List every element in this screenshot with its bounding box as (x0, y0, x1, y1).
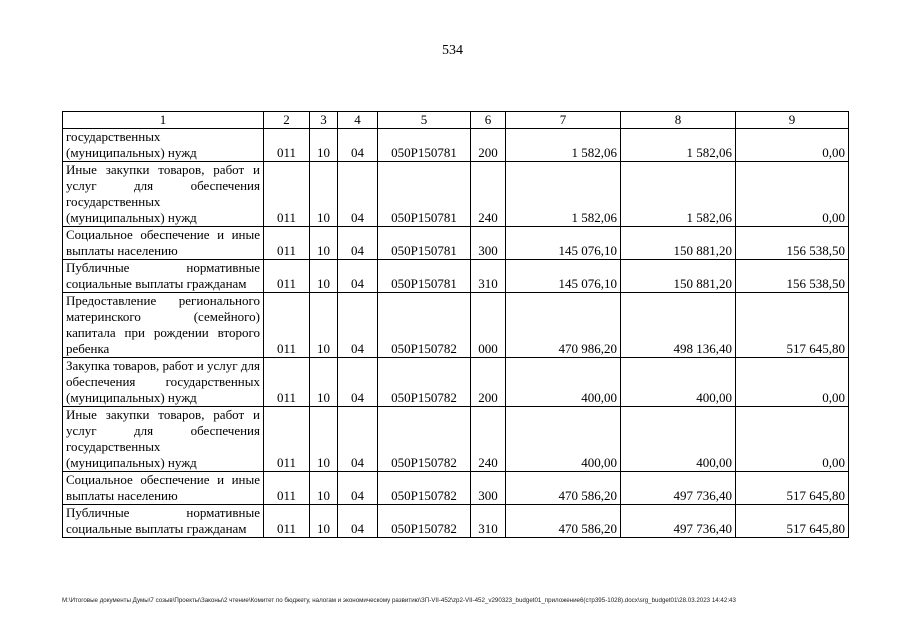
row-amount-1: 400,00 (506, 407, 621, 472)
row-subsection: 04 (338, 129, 378, 162)
row-expense-type: 200 (471, 358, 506, 407)
row-name: Иные закупки товаров, работ и услуг для обеспечения государственных (муниципальных) нужд (63, 162, 264, 227)
row-amount-1: 470 986,20 (506, 293, 621, 358)
row-target-article: 050Р150781 (378, 260, 471, 293)
row-amount-3: 0,00 (736, 162, 849, 227)
row-section: 10 (310, 472, 338, 505)
header-cell: 7 (506, 112, 621, 129)
row-section: 10 (310, 227, 338, 260)
row-name: Публичные нормативные социальные выплаты гражданам (63, 260, 264, 293)
row-subsection: 04 (338, 293, 378, 358)
header-cell: 5 (378, 112, 471, 129)
row-amount-1: 470 586,20 (506, 505, 621, 538)
row-amount-1: 400,00 (506, 358, 621, 407)
row-subsection: 04 (338, 227, 378, 260)
document-path-footer: M:\Итоговые документы Думы\7 созыв\Проекты\Законы\2 чтение\Комитет по бюджету, налогам и экономическому развитию\ЗП-VII-452\zp2-VII-452_v290323_budget01_приложение6(стр395-1028).docx\srg_budget01\28.03.2023 14:42:43 (62, 597, 736, 604)
row-name: Публичные нормативные социальные выплаты гражданам (63, 505, 264, 538)
row-section: 10 (310, 293, 338, 358)
row-name: Социальное обеспечение и иные выплаты населению (63, 472, 264, 505)
header-cell: 6 (471, 112, 506, 129)
header-cell: 8 (621, 112, 736, 129)
row-expense-type: 300 (471, 472, 506, 505)
row-section: 10 (310, 407, 338, 472)
row-amount-1: 145 076,10 (506, 260, 621, 293)
row-expense-type: 300 (471, 227, 506, 260)
row-amount-2: 150 881,20 (621, 260, 736, 293)
row-subsection: 04 (338, 407, 378, 472)
row-amount-2: 1 582,06 (621, 129, 736, 162)
row-target-article: 050Р150781 (378, 162, 471, 227)
row-amount-2: 497 736,40 (621, 472, 736, 505)
row-amount-2: 1 582,06 (621, 162, 736, 227)
row-amount-2: 150 881,20 (621, 227, 736, 260)
row-name: государственных (муниципальных) нужд (63, 129, 264, 162)
table-row (63, 260, 849, 293)
row-ministry: 011 (264, 293, 310, 358)
row-ministry: 011 (264, 358, 310, 407)
row-target-article: 050Р150782 (378, 505, 471, 538)
row-amount-3: 156 538,50 (736, 260, 849, 293)
row-amount-1: 145 076,10 (506, 227, 621, 260)
row-ministry: 011 (264, 260, 310, 293)
row-expense-type: 240 (471, 162, 506, 227)
row-amount-3: 0,00 (736, 129, 849, 162)
row-amount-2: 498 136,40 (621, 293, 736, 358)
row-target-article: 050Р150781 (378, 129, 471, 162)
row-subsection: 04 (338, 472, 378, 505)
row-amount-2: 400,00 (621, 407, 736, 472)
row-expense-type: 200 (471, 129, 506, 162)
row-section: 10 (310, 505, 338, 538)
row-amount-1: 1 582,06 (506, 129, 621, 162)
row-section: 10 (310, 260, 338, 293)
row-subsection: 04 (338, 505, 378, 538)
row-name: Иные закупки товаров, работ и услуг для обеспечения государственных (муниципальных) нужд (63, 407, 264, 472)
row-expense-type: 310 (471, 260, 506, 293)
row-amount-3: 156 538,50 (736, 227, 849, 260)
header-cell: 3 (310, 112, 338, 129)
row-ministry: 011 (264, 129, 310, 162)
table-row (63, 129, 849, 162)
table-row (63, 162, 849, 227)
table-row (63, 227, 849, 260)
row-amount-1: 1 582,06 (506, 162, 621, 227)
row-amount-3: 517 645,80 (736, 472, 849, 505)
row-ministry: 011 (264, 505, 310, 538)
header-row (63, 112, 849, 129)
table-row (63, 472, 849, 505)
row-amount-3: 0,00 (736, 407, 849, 472)
row-amount-3: 517 645,80 (736, 505, 849, 538)
row-ministry: 011 (264, 162, 310, 227)
row-target-article: 050Р150782 (378, 407, 471, 472)
table-row (63, 358, 849, 407)
row-target-article: 050Р150781 (378, 227, 471, 260)
row-subsection: 04 (338, 358, 378, 407)
row-expense-type: 310 (471, 505, 506, 538)
table-row (63, 505, 849, 538)
row-target-article: 050Р150782 (378, 358, 471, 407)
row-name: Закупка товаров, работ и услуг для обеспечения государственных (муниципальных) нужд (63, 358, 264, 407)
table-row (63, 407, 849, 472)
row-ministry: 011 (264, 407, 310, 472)
row-amount-2: 497 736,40 (621, 505, 736, 538)
header-cell: 9 (736, 112, 849, 129)
row-amount-3: 0,00 (736, 358, 849, 407)
row-amount-1: 470 586,20 (506, 472, 621, 505)
page-number: 534 (442, 43, 463, 58)
row-ministry: 011 (264, 227, 310, 260)
row-amount-2: 400,00 (621, 358, 736, 407)
header-cell: 2 (264, 112, 310, 129)
row-target-article: 050Р150782 (378, 293, 471, 358)
row-section: 10 (310, 129, 338, 162)
row-subsection: 04 (338, 162, 378, 227)
table-row (63, 293, 849, 358)
row-expense-type: 240 (471, 407, 506, 472)
row-target-article: 050Р150782 (378, 472, 471, 505)
header-cell: 1 (63, 112, 264, 129)
row-amount-3: 517 645,80 (736, 293, 849, 358)
row-section: 10 (310, 358, 338, 407)
row-subsection: 04 (338, 260, 378, 293)
row-ministry: 011 (264, 472, 310, 505)
row-name: Предоставление регионального материнского (семейного) капитала при рождении второго ребенка (63, 293, 264, 358)
header-cell: 4 (338, 112, 378, 129)
row-section: 10 (310, 162, 338, 227)
row-expense-type: 000 (471, 293, 506, 358)
row-name: Социальное обеспечение и иные выплаты населению (63, 227, 264, 260)
budget-table (62, 111, 849, 538)
